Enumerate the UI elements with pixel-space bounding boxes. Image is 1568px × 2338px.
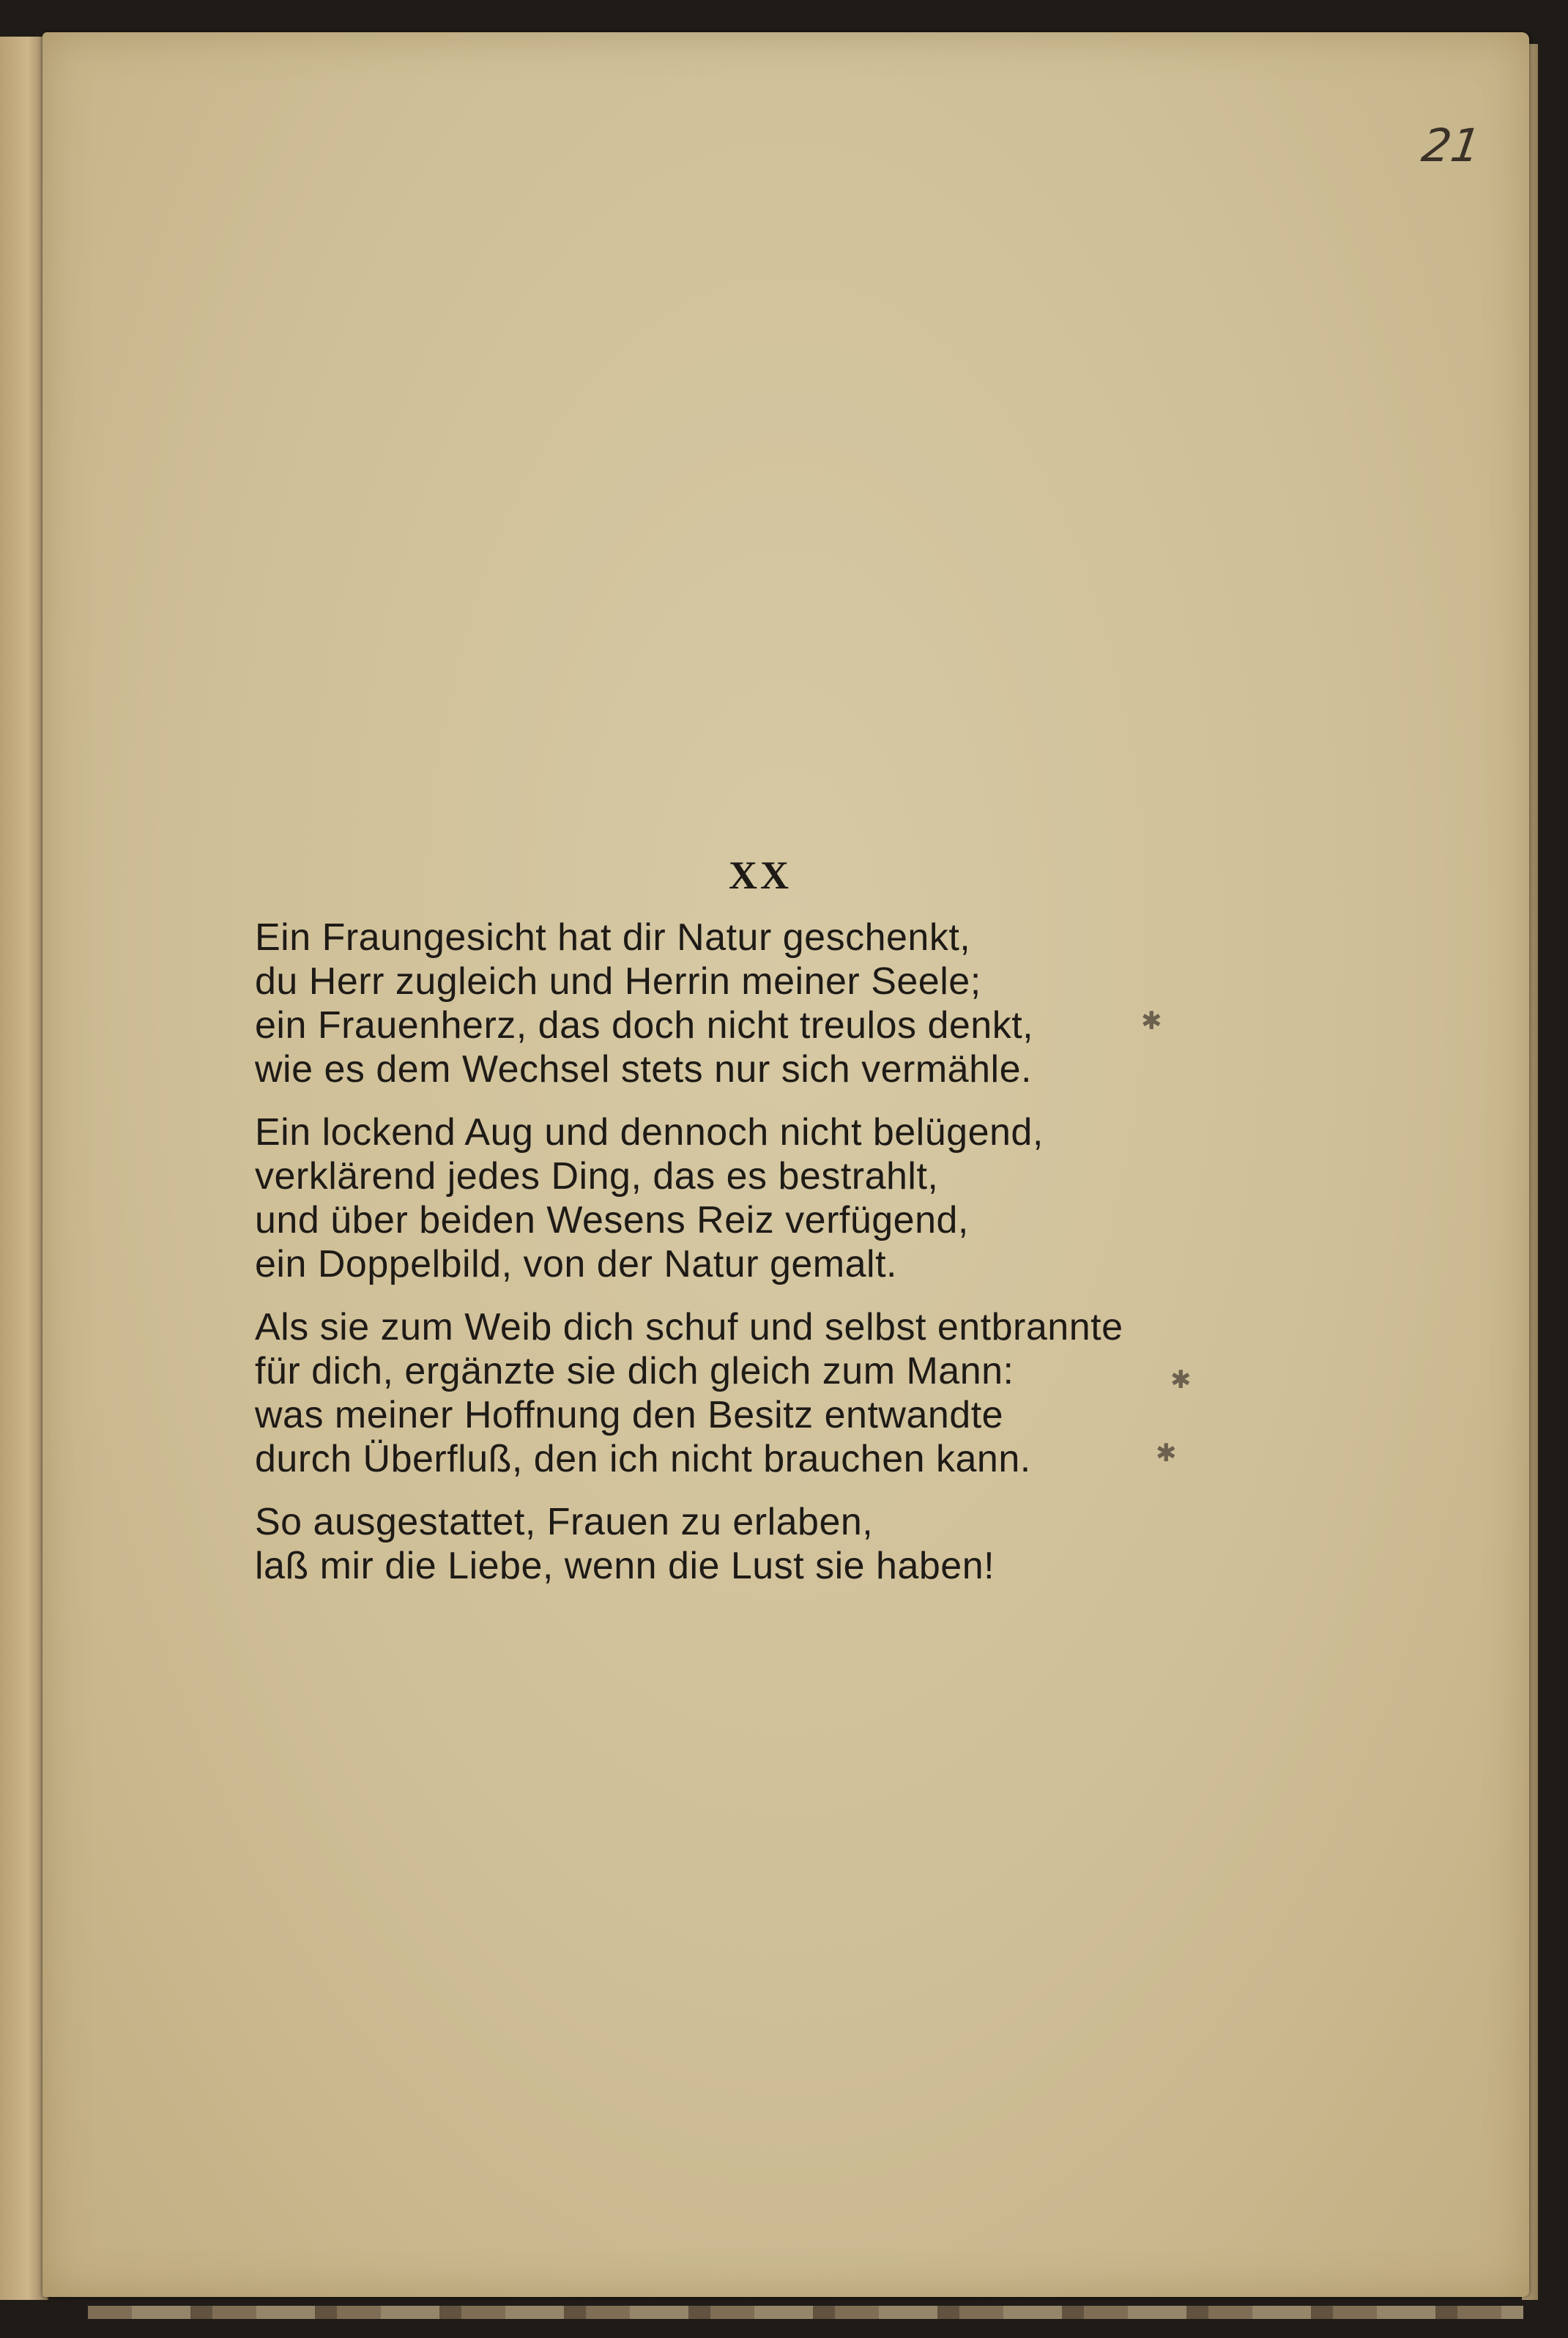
- ink-mark: ✱: [1170, 1365, 1192, 1395]
- poem-line: wie es dem Wechsel stets nur sich vermähle.: [255, 1048, 1032, 1091]
- page-bottom-edge: [88, 2306, 1523, 2319]
- ink-mark: ✱: [1141, 1006, 1162, 1036]
- poem-line: Als sie zum Weib dich schuf und selbst entbrannte: [255, 1306, 1123, 1348]
- poem-line: verklärend jedes Ding, das es bestrahlt,: [255, 1155, 939, 1198]
- poem-line: ein Doppelbild, von der Natur gemalt.: [255, 1243, 897, 1285]
- poem-line: Ein lockend Aug und dennoch nicht belügend,: [255, 1111, 1044, 1154]
- poem-line: und über beiden Wesens Reiz verfügend,: [255, 1199, 969, 1242]
- stanza-1: [255, 916, 1123, 1091]
- stanza-4: [255, 1500, 1123, 1588]
- poem-line: für dich, ergänzte sie dich gleich zum Mann:: [255, 1350, 1014, 1392]
- stanza-3: [255, 1305, 1123, 1481]
- left-page-edge: [0, 37, 48, 2300]
- book-page: [42, 32, 1529, 2297]
- poem-line: Ein Fraungesicht hat dir Natur geschenkt,: [255, 916, 971, 959]
- poem-line: du Herr zugleich und Herrin meiner Seele;: [255, 960, 981, 1003]
- poem-line: was meiner Hoffnung den Besitz entwandte: [255, 1394, 1004, 1436]
- poem-line: So ausgestattet, Frauen zu erlaben,: [255, 1501, 874, 1543]
- poem-line: ein Frauenherz, das doch nicht treulos denkt,: [255, 1004, 1034, 1047]
- ink-mark: ✱: [1156, 1439, 1177, 1468]
- poem-title: XX: [729, 853, 792, 897]
- poem-line: laß mir die Liebe, wenn die Lust sie haben!: [255, 1545, 995, 1587]
- stanza-2: [255, 1110, 1123, 1286]
- poem-body: [255, 916, 1123, 1607]
- page-number: 21: [1418, 119, 1485, 172]
- poem-line: durch Überfluß, den ich nicht brauchen kann.: [255, 1438, 1031, 1480]
